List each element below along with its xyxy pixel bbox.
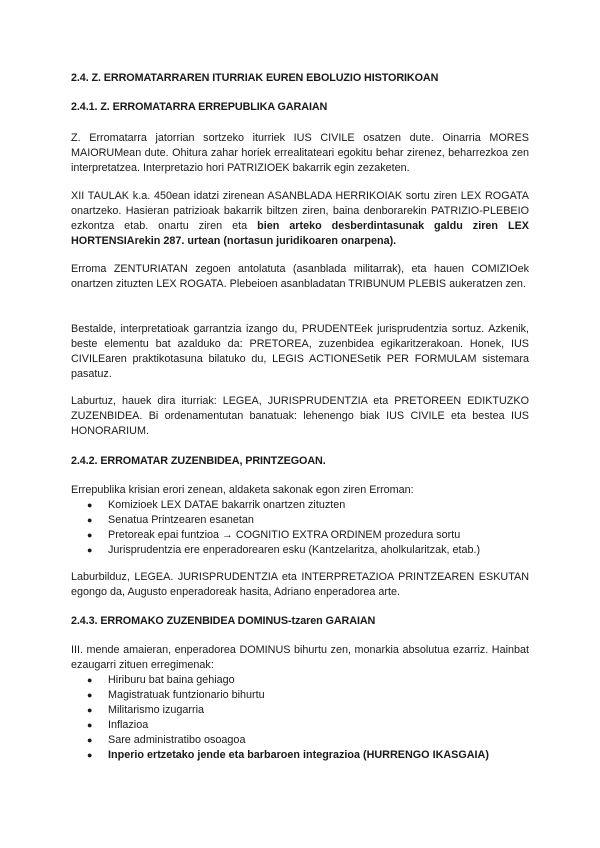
- list-item: ● Senatua Printzearen esanetan: [71, 513, 529, 528]
- paragraph-pretorea: Bestalde, interpretatioak garrantzia izango du, PRUDENTEek jurisprudentzia sortuz. Azkenik, beste elementu bat azalduko da: PRETOREA, zuzenbidea egikaritzerakoan. Honek, IUS CIVILEaren praktikotasuna bilatuko du, LEGIS ACTIONESetik PER FORMULAM sistemara pasatuz.: [71, 323, 529, 380]
- section-heading-2-4-3: 2.4.3. ERROMAKO ZUZENBIDEA DOMINUS-tzaren GARAIAN: [71, 615, 376, 627]
- paragraph-ius-civile: Z. Erromatarra jatorrian sortzeko iturriek IUS CIVILE osatzen dute. Oinarria MORES MAIORUMean dute. Ohitura zahar horiek errealitateari egokitu behar zirenez, beharrezkoa zen interpretatzea. Interpretazio hori PATRIZIOEK bakarrik egin zezaketen.: [71, 132, 529, 174]
- list-item: ● Sare administratibo osoagoa: [71, 733, 529, 748]
- section-2-4-3-body: [71, 643, 529, 763]
- paragraph-xii-taulak-text: XII TAULAK k.a. 450ean idatzi zirenean ASANBLADA HERRIKOIAK sortu ziren LEX ROGATA onartzeko. Hasieran patrizioak bakarrik biltzen ziren, baina denborarekin PATRIZIO-PLEBEIO ezkontza etab. onartu ziren eta: [71, 190, 529, 232]
- paragraph-laburtuz: Laburtuz, hauek dira iturriak: LEGEA, JURISPRUDENTZIA eta PRETOREEN EDIKTUZKO ZUZENBIDEA. Bi ordenamentutan banatuak: lehenengo biak IUS CIVILE eta bestea IUS HONORARIUM.: [71, 395, 529, 437]
- section-heading-2-4-1: 2.4.1. Z. ERROMATARRA ERREPUBLIKA GARAIAN: [71, 101, 328, 113]
- paragraph-zenturiak: Erroma ZENTURIATAN zegoen antolatuta (asanblada militarrak), eta hauen COMIZIOek onartzen zituzten LEX ROGATA. Plebeioen asanbladatan TRIBUNUM PLEBIS aukeratzen zen.: [71, 263, 529, 290]
- list-item: ● Magistratuak funtzionario bihurtu: [71, 688, 529, 703]
- paragraph-xii-taulak: [71, 189, 529, 249]
- paragraph-dominus: III. mende amaieran, enperadorea DOMINUS bihurtu zen, monarkia absolutua ezarriz. Hainbat ezaugarri zituen erregimenak:: [71, 644, 529, 671]
- paragraph-laburbilduz: Laburbilduz, LEGEA. JURISPRUDENTZIA eta INTERPRETAZIOA PRINTZEAREN ESKUTAN egongo da, Augusto enperadoreak hasita, Adriano enperadorea arte.: [71, 571, 529, 598]
- list-item-bold: [71, 748, 529, 763]
- document-title: 2.4. Z. ERROMATARRAREN ITURRIAK EUREN EBOLUZIO HISTORIKOAN: [71, 72, 439, 84]
- list-item: ● Hiriburu bat baina gehiago: [71, 673, 529, 688]
- list-item: ● Pretoreak epai funtzioa → COGNITIO EXTRA ORDINEM prozedura sortu: [71, 528, 529, 543]
- section-heading-2-4-2: 2.4.2. ERROMATAR ZUZENBIDEA, PRINTZEGOAN.: [71, 455, 326, 467]
- paragraph-xii-taulak-bold: bien arteko desberdintasunak galdu ziren LEX HORTENSIArekin 287. urtean (nortasun juridikoaren onarpena).: [71, 220, 529, 247]
- section-2-4-2-body: [71, 483, 529, 558]
- list-item: ● Komizioek LEX DATAE bakarrik onartzen zituzten: [71, 498, 529, 513]
- bullet-list-dominus: [71, 673, 529, 763]
- list-item: ● Militarismo izugarria: [71, 703, 529, 718]
- paragraph-errepublika-krisia: Errepublika krisian erori zenean, aldaketa sakonak egon ziren Erroman:: [71, 484, 414, 496]
- bullet-list-printzegoa: [71, 498, 529, 558]
- list-item: ● Jurisprudentzia ere enperadorearen esku (Kantzelaritza, aholkularitzak, etab.): [71, 543, 529, 558]
- list-item-bold-text: Inperio ertzetako jende eta barbaroen integrazioa (HURRENGO IKASGAIA): [108, 749, 489, 761]
- list-item: ● Inflazioa: [71, 718, 529, 733]
